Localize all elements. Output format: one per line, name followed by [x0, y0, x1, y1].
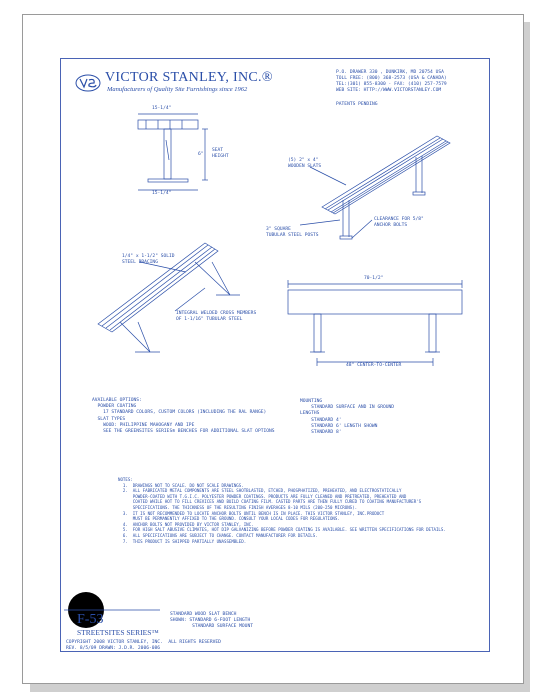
side-elevation-view: [288, 280, 462, 366]
general-notes: NOTES: 1. DRAWINGS NOT TO SCALE. DO NOT SCALE DRAWINGS. 2. ALL FABRICATED METAL COMPONENTS ARE STEEL SHOTBLASTED, ETCHED, PHOSPHATIZED, PREHEATED, AND ELECTROSTATICALLY POWDER-COATED WITH T.G.I.C. POLYESTER POWDER COATINGS. PRODUCTS ARE FULLY CLEANED AND PRETREATED, PREHEATED AND COATED WHILE HOT TO FILL CREVICES AND BUILD COATING FILM. CASTED PARTS ARE THEN FULLY CURED TO COATING MANUFACTURER'S SPECIFICATIONS. THE THICKNESS OF THE RESULTING FINISH AVERAGES 8-10 MILS (200-250 MICRONS). 3. IT IS NOT RECOMMENDED TO LOCATE ANCHOR BOLTS UNTIL BENCH IS IN PLACE. THIS VICTOR STANLEY, INC.PRODUCT MUST BE PERMANENTLY AFFIXED TO THE GROUND. CONSULT YOUR LOCAL CODES FOR REGULATIONS. 4. ANCHOR BOLTS NOT PROVIDED BY VICTOR STANLEY, INC. 5. FOR HIGH SALT ABUSIVE CLIMATES, HOT DIP GALVANIZING BEFORE POWDER COATING IS AVAILABLE. SEE WRITTEN SPECIFICATIONS FOR DETAILS. 6. ALL SPECIFICATIONS ARE SUBJECT TO CHANGE. CONTACT MANUFACTURER FOR DETAILS. 7. THIS PRODUCT IS SHIPPED PARTIALLY UNASSEMBLED.: [118, 477, 446, 544]
dim-overall-length: 70-1/2": [364, 276, 384, 281]
dim-top-width: 15-1/4": [152, 106, 172, 111]
contact-toll-free: TOLL FREE: (800) 368-2573 (USA & CANADA): [336, 76, 447, 81]
brand-name: VICTOR STANLEY, INC.®: [105, 70, 273, 85]
callout-clearance: CLEARANCE FOR 5/8" ANCHOR BOLTS: [374, 217, 424, 229]
leader-cross-members: [175, 288, 205, 311]
bench-seat: [322, 136, 450, 214]
callout-cross-members: INTEGRAL WELDED CROSS MEMBERS OF 1-1/16" TUBULAR STEEL: [176, 311, 257, 323]
callout-slats: (5) 2" x 4" WOODEN SLATS: [288, 158, 322, 170]
leader-posts: [300, 220, 340, 225]
model-number: F-53: [77, 612, 104, 627]
copyright-footer: COPYRIGHT 2008 VICTOR STANLEY, INC. ALL RIGHTS RESERVED REV. 8/5/09 DRAWN: J.D.R. 2006-086: [66, 640, 221, 652]
contact-website: WEB SITE: HTTP://WWW.VICTORSTANLEY.COM: [336, 88, 442, 93]
right-post: [429, 314, 436, 352]
dim-seat-height: SEAT HEIGHT: [212, 148, 229, 160]
seat-side: [288, 290, 462, 314]
leader-clearance: [352, 220, 372, 238]
contact-phone-fax: TEL:(301) 855-8300 · FAX: (410) 257-7579: [336, 82, 447, 87]
dim-center-to-center: 48" CENTER-TO-CENTER: [346, 363, 402, 368]
end-post: [164, 129, 171, 179]
series-name: STREETSITES SERIES™: [77, 628, 159, 637]
left-post: [314, 314, 321, 352]
seat-profile: [138, 120, 198, 129]
near-frame-leg: [120, 322, 150, 352]
base-plate: [148, 179, 188, 182]
brand-tagline: Manufacturers of Quality Site Furnishings since 1962: [107, 86, 248, 93]
callout-posts: 3" SQUARE TUBULAR STEEL POSTS: [266, 227, 319, 239]
far-frame-leg: [195, 262, 230, 295]
patents-note: PATENTS PENDING: [336, 102, 378, 107]
dim-height: 6": [198, 152, 204, 157]
mounting-lengths: MOUNTING STANDARD SURFACE AND IN GROUND LENGTHS STANDARD 4' STANDARD 6' LENGTH SHOWN STANDARD 8': [300, 399, 395, 436]
product-description: STANDARD WOOD SLAT BENCH SHOWN: STANDARD 6-FOOT LENGTH STANDARD SURFACE MOUNT: [170, 612, 253, 630]
available-options: AVAILABLE OPTIONS: POWDER COATING 17 STANDARD COLORS, CUSTOM COLORS (INCLUDING THE RAL RANGE) SLAT TYPES WOOD: PHILIPPINE MAHOGANY AND IPE SEE THE GREENSITES SERIES® BENCHES FOR ADDITIONAL SLAT OPTIONS: [92, 398, 275, 435]
callout-bracing: 1/4" x 1-1/2" SOLID STEEL BRACING: [122, 254, 175, 266]
contact-address: P.O. DRAWER 330 , DUNKIRK, MD 20754 USA: [336, 70, 444, 75]
dim-bottom-width: 15-1/4": [152, 191, 172, 196]
